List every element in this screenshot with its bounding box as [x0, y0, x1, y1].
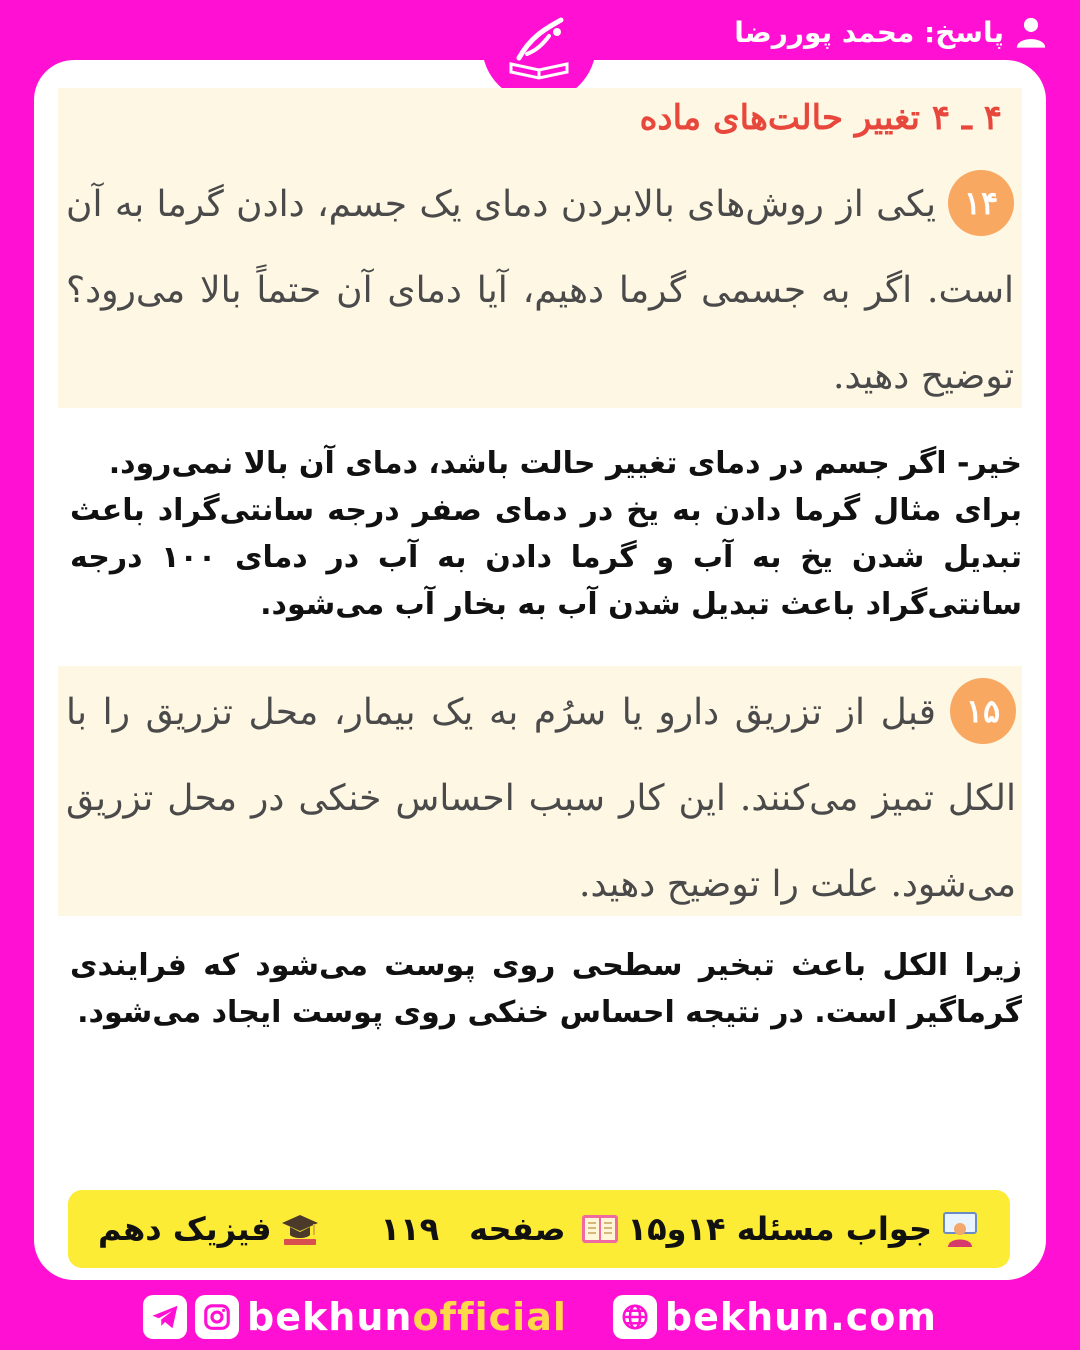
author-text: پاسخ: محمد پوررضا	[734, 15, 1004, 49]
subject-label: فیزیک دهم	[98, 1210, 272, 1248]
answer-14	[70, 440, 1022, 628]
teacher-icon	[940, 1209, 980, 1249]
handle-part2: official	[412, 1295, 567, 1339]
user-icon	[1014, 15, 1048, 49]
answer-label-group	[580, 1209, 980, 1249]
logo-book-icon	[497, 10, 581, 94]
telegram-icon[interactable]	[143, 1295, 187, 1339]
social-handle-text[interactable]	[247, 1295, 567, 1339]
social-handle[interactable]	[143, 1295, 567, 1339]
question-15-block	[58, 666, 1022, 916]
bekhun-logo	[482, 2, 596, 102]
page-label: صفحه	[469, 1210, 566, 1248]
website-text[interactable]: bekhun.com	[664, 1295, 937, 1339]
website-link[interactable]	[613, 1295, 937, 1339]
question-number-badge: ۱۴	[948, 170, 1014, 236]
handle-part1: bekhun	[247, 1295, 413, 1339]
answer-14-line1: خیر- اگر جسم در دمای تغییر حالت باشد، دمای آن بالا نمی‌رود.	[108, 446, 1022, 481]
question-14-text: یکی از روش‌های بالابردن دمای یک جسم، دادن گرما به آن است. اگر به جسمی گرما دهیم، آیا دمای آن حتماً بالا می‌رود؟ توضیح دهید.	[66, 184, 1014, 397]
question-14-block	[58, 88, 1022, 408]
question-number-badge: ۱۵	[950, 678, 1016, 744]
instagram-icon[interactable]	[195, 1295, 239, 1339]
page-number: ۱۱۹	[380, 1210, 440, 1248]
subject-group	[98, 1209, 320, 1249]
open-book-icon	[580, 1209, 620, 1249]
footer	[0, 1290, 1080, 1344]
question-15-text: قبل از تزریق دارو یا سرُم به یک بیمار، محل تزریق را با الکل تمیز می‌کنند. این کار سبب احساس خنکی در محل تزریق می‌شود. علت را توضیح دهید.	[66, 692, 1016, 905]
section-title: ۴ ـ ۴ تغییر حالت‌های ماده	[639, 98, 1002, 138]
globe-icon[interactable]	[613, 1295, 657, 1339]
answer-label: جواب مسئله ۱۴و۱۵	[627, 1210, 932, 1248]
graduation-cap-icon	[280, 1209, 320, 1249]
answer-15: زیرا الکل باعث تبخیر سطحی روی پوست می‌شود که فرایندی گرماگیر است. در نتیجه احساس خنکی روی پوست ایجاد می‌شود.	[70, 948, 1022, 1030]
answer-14-line2: برای مثال گرما دادن به یخ در دمای صفر درجه سانتی‌گراد باعث تبدیل شدن یخ به آب و گرما دادن به آب در دمای ۱۰۰ درجه سانتی‌گراد باعث تبدیل شدن آب به بخار آب می‌شود.	[70, 493, 1022, 622]
info-bar	[68, 1190, 1010, 1268]
author-credit	[734, 8, 1048, 56]
